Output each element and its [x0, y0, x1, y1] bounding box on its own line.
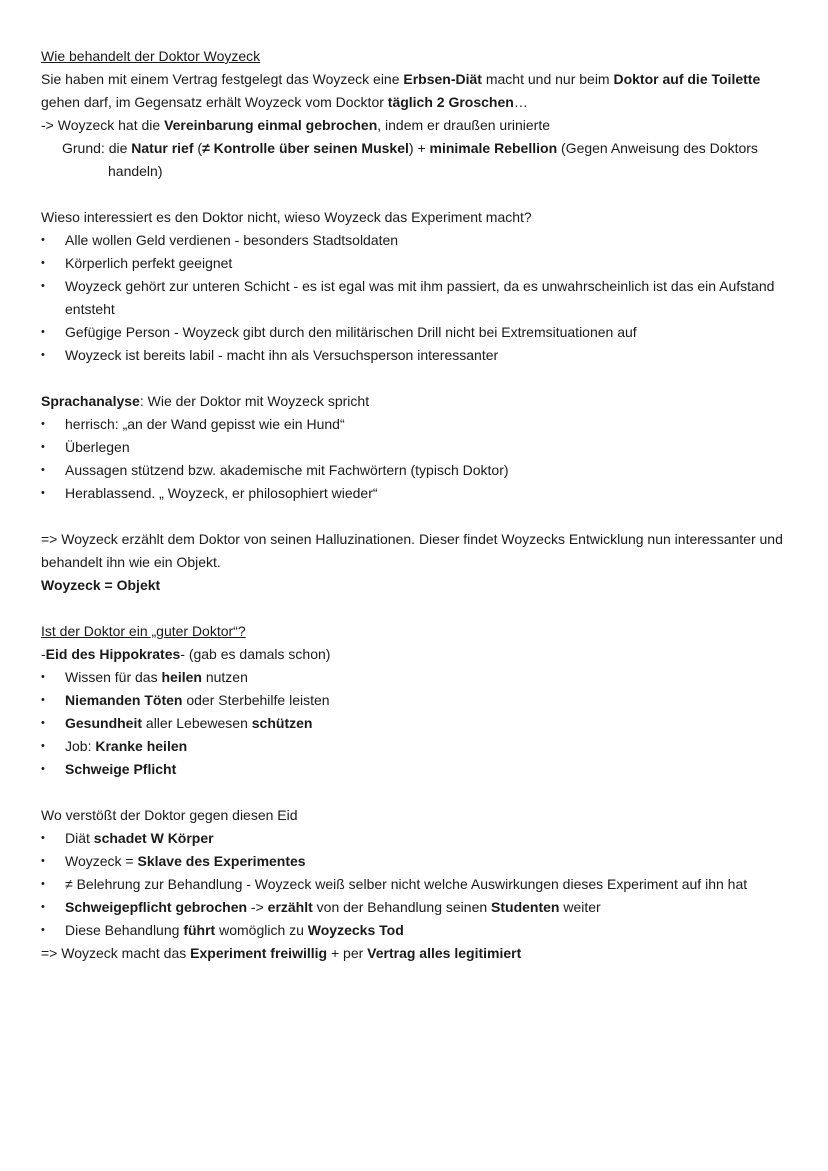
bold-text: Doktor auf die Toilette	[613, 71, 761, 87]
paragraph-hallucinations	[41, 528, 793, 574]
bold-text: Woyzeck = Objekt	[41, 577, 161, 593]
list-item-text	[65, 761, 176, 777]
bold-text: Schweige Pflicht	[65, 761, 177, 777]
text: , indem er draußen urinierte	[377, 117, 551, 133]
list-item-text	[65, 669, 248, 685]
bold-text: schützen	[251, 715, 313, 731]
list-item	[41, 344, 793, 367]
paragraph-contract	[41, 68, 793, 114]
paragraph-breach	[41, 114, 793, 137]
text: aller Lebewesen	[142, 715, 252, 731]
section-heading-treatment: Wie behandelt der Doktor Woyzeck	[41, 48, 261, 64]
list-item	[41, 275, 793, 321]
bullet-icon: •	[41, 671, 45, 683]
text: Diese Behandlung	[65, 922, 184, 938]
text: - (gab es damals schon)	[180, 646, 331, 662]
text: herrisch: „an der Wand gepisst wie ein Hund“	[65, 416, 345, 432]
list-item	[41, 229, 793, 252]
list-item	[41, 873, 793, 896]
text: -> Woyzeck hat die	[41, 117, 165, 133]
text: Körperlich perfekt geeignet	[65, 255, 233, 271]
subheading-hippocratic-oath	[41, 643, 793, 666]
text: Alle wollen Geld verdienen - besonders Stadtsoldaten	[65, 232, 399, 248]
bold-text: Experiment freiwillig	[190, 945, 328, 961]
bullet-icon: •	[41, 832, 45, 844]
question-why-not-interested: Wieso interessiert es den Doktor nicht, wieso Woyzeck das Experiment macht?	[41, 209, 532, 225]
bullet-icon: •	[41, 763, 45, 775]
bold-text: minimale Rebellion	[429, 140, 558, 156]
list-item	[41, 712, 793, 735]
bold-text: Niemanden Töten	[65, 692, 183, 708]
text: Sie haben mit einem Vertrag festgelegt das Woyzeck eine	[41, 71, 404, 87]
list-item	[41, 758, 793, 781]
text: oder Sterbehilfe leisten	[182, 692, 330, 708]
text: nutzen	[201, 669, 248, 685]
document-page	[41, 45, 793, 965]
list-item	[41, 252, 793, 275]
list-item	[41, 482, 793, 505]
list-item-text	[65, 278, 774, 317]
text: weiter	[559, 899, 601, 915]
text: macht und nur beim	[481, 71, 614, 87]
text: von der Behandlung seinen	[312, 899, 492, 915]
text: Job:	[65, 738, 96, 754]
text: gehen darf, im Gegensatz erhält Woyzeck vom Docktor	[41, 94, 388, 110]
bullet-list-language	[41, 413, 793, 505]
list-item-text	[65, 347, 498, 363]
bullet-icon: •	[41, 924, 45, 936]
text: -	[41, 646, 46, 662]
spacer	[41, 367, 793, 390]
bold-text: erzählt	[267, 899, 313, 915]
list-item	[41, 896, 793, 919]
bold-text: Eid des Hippokrates	[45, 646, 181, 662]
conclusion	[41, 942, 793, 965]
text: Gefügige Person - Woyzeck gibt durch den militärischen Drill nicht bei Extremsituationen auf	[65, 324, 637, 340]
list-item-text	[65, 692, 330, 708]
list-item	[41, 735, 793, 758]
bold-text: führt	[183, 922, 216, 938]
text: (	[193, 140, 203, 156]
spacer	[41, 505, 793, 528]
spacer	[41, 597, 793, 620]
bullet-icon: •	[41, 257, 45, 269]
bullet-icon: •	[41, 717, 45, 729]
bold-text: Vertrag alles legitimiert	[367, 945, 522, 961]
bold-text: täglich 2 Groschen	[387, 94, 514, 110]
list-item	[41, 666, 793, 689]
text: Diät	[65, 830, 94, 846]
text: ≠ Belehrung zur Behandlung - Woyzeck weiß selber nicht welche Auswirkungen dieses Experiment auf ihn hat	[65, 876, 748, 892]
bold-text: Gesundheit	[65, 715, 143, 731]
paragraph-reason-cont: handeln)	[108, 163, 163, 179]
list-item	[41, 321, 793, 344]
list-item	[41, 436, 793, 459]
text: Woyzeck =	[65, 853, 138, 869]
section-heading-good-doctor: Ist der Doktor ein „guter Doktor“?	[41, 623, 246, 639]
list-item-text	[65, 324, 637, 340]
bullet-icon: •	[41, 349, 45, 361]
list-item-text	[65, 830, 214, 846]
text: Aussagen stützend bzw. akademische mit Fachwörtern (typisch Doktor)	[65, 462, 509, 478]
list-item-text	[65, 738, 187, 754]
section-title-language-analysis	[41, 390, 793, 413]
spacer	[41, 183, 793, 206]
list-item-text	[65, 462, 509, 478]
list-item-text	[65, 876, 747, 892]
text: (Gegen Anweisung des Doktors	[557, 140, 758, 156]
bullet-icon: •	[41, 464, 45, 476]
text: + per	[327, 945, 368, 961]
bullet-icon: •	[41, 740, 45, 752]
bold-text: Woyzecks Tod	[307, 922, 404, 938]
list-item-text	[65, 485, 378, 501]
bold-text: Studenten	[491, 899, 560, 915]
bullet-icon: •	[41, 418, 45, 430]
bullet-icon: •	[41, 280, 45, 292]
list-item-text	[65, 853, 306, 869]
bullet-list-violations	[41, 827, 793, 942]
bold-text: schadet W Körper	[93, 830, 214, 846]
text: Wissen für das	[65, 669, 162, 685]
question-violations: Wo verstößt der Doktor gegen diesen Eid	[41, 807, 298, 823]
bold-text: ≠ Kontrolle über seinen Muskel	[202, 140, 409, 156]
bullet-list-reasons	[41, 229, 793, 367]
bullet-icon: •	[41, 234, 45, 246]
bold-text: Kranke heilen	[95, 738, 188, 754]
list-item	[41, 919, 793, 942]
list-item-text	[65, 715, 312, 731]
list-item-text	[65, 255, 232, 271]
bold-text: Schweigepflicht gebrochen	[65, 899, 248, 915]
spacer	[41, 781, 793, 804]
bold-text: Natur rief	[131, 140, 194, 156]
list-item-text	[65, 922, 404, 938]
text: Herablassend. „ Woyzeck, er philosophiert wieder“	[65, 485, 378, 501]
list-item	[41, 850, 793, 873]
text: ) +	[408, 140, 430, 156]
statement-object	[41, 574, 793, 597]
list-item	[41, 459, 793, 482]
text: Woyzeck gehört zur unteren Schicht - es ist egal was mit ihm passiert, da es unwahrscheinlich ist das ein Aufstand entsteht	[65, 278, 775, 317]
list-item	[41, 689, 793, 712]
bullet-icon: •	[41, 901, 45, 913]
list-item-text	[65, 416, 345, 432]
bold-text: Sprachanalyse	[41, 393, 140, 409]
bullet-icon: •	[41, 878, 45, 890]
list-item-text	[65, 899, 601, 915]
list-item-text	[65, 232, 398, 248]
text: : Wie der Doktor mit Woyzeck spricht	[139, 393, 370, 409]
text: …	[513, 94, 528, 110]
bold-text: Erbsen-Diät	[403, 71, 482, 87]
bullet-list-oath	[41, 666, 793, 781]
paragraph-reason	[41, 137, 793, 160]
text: ->	[247, 899, 268, 915]
bullet-icon: •	[41, 855, 45, 867]
bullet-icon: •	[41, 441, 45, 453]
bullet-icon: •	[41, 326, 45, 338]
text: womöglich zu	[215, 922, 308, 938]
text: Grund: die	[62, 140, 132, 156]
list-item	[41, 413, 793, 436]
bullet-icon: •	[41, 694, 45, 706]
bold-text: heilen	[161, 669, 202, 685]
list-item	[41, 827, 793, 850]
text: => Woyzeck erzählt dem Doktor von seinen Halluzinationen. Dieser findet Woyzecks Entwicklung nun interessanter und behandelt ihn wie ein Objekt.	[41, 531, 783, 570]
text: Woyzeck ist bereits labil - macht ihn als Versuchsperson interessanter	[65, 347, 499, 363]
bullet-icon: •	[41, 487, 45, 499]
list-item-text	[65, 439, 130, 455]
bold-text: Vereinbarung einmal gebrochen	[164, 117, 378, 133]
text: => Woyzeck macht das	[41, 945, 191, 961]
text: Überlegen	[65, 439, 130, 455]
bold-text: Sklave des Experimentes	[137, 853, 306, 869]
